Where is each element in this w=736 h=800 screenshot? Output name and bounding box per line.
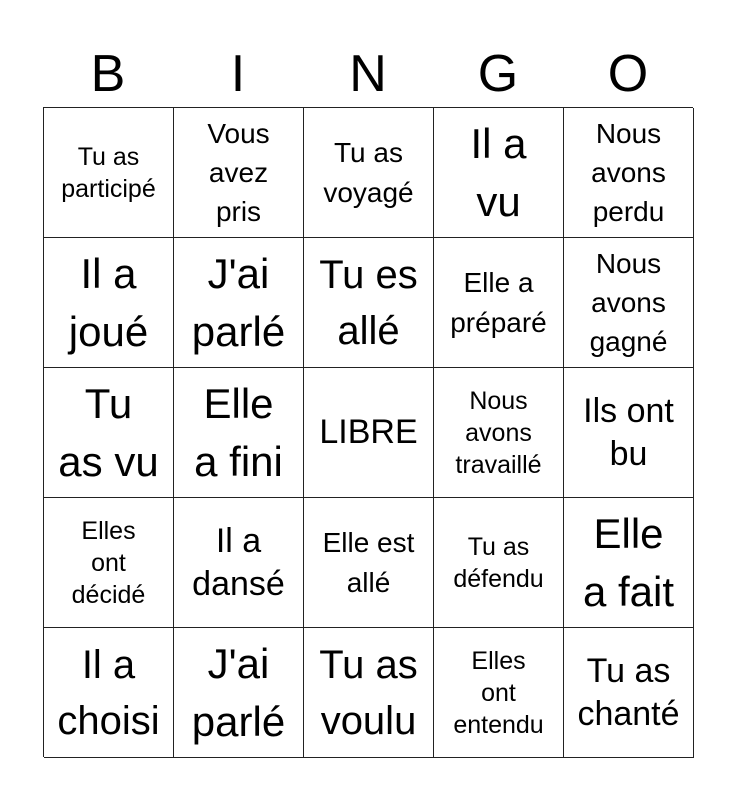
- cell-text: J'ai parlé: [191, 249, 286, 355]
- bingo-cell-r1-c1[interactable]: [44, 108, 174, 238]
- free-space-label: LIBRE: [319, 413, 418, 452]
- bingo-cell-r5-c3[interactable]: [304, 628, 434, 758]
- cell-text: Elle a préparé: [450, 267, 547, 338]
- cell-text: Il a dansé: [192, 522, 285, 603]
- bingo-cell-r5-c4[interactable]: [434, 628, 564, 758]
- bingo-cell-r1-c5[interactable]: [564, 108, 694, 238]
- bingo-cell-r5-c5[interactable]: [564, 628, 694, 758]
- bingo-cell-r4-c2[interactable]: [174, 498, 304, 628]
- cell-text: J'ai parlé: [191, 639, 286, 745]
- bingo-cell-r5-c2[interactable]: [174, 628, 304, 758]
- bingo-cell-r2-c3[interactable]: [304, 238, 434, 368]
- bingo-cell-r4-c1[interactable]: [44, 498, 174, 628]
- bingo-cell-r1-c4[interactable]: [434, 108, 564, 238]
- bingo-cell-r1-c2[interactable]: [174, 108, 304, 238]
- cell-text: Tu as chanté: [577, 652, 680, 733]
- bingo-cell-r2-c2[interactable]: [174, 238, 304, 368]
- cell-text: Tu as vu: [58, 379, 159, 485]
- cell-text: Vous avez pris: [207, 117, 270, 228]
- header-letter-n: N: [349, 45, 387, 103]
- header-letter-i: I: [230, 45, 246, 103]
- header-letter-o: O: [607, 45, 649, 103]
- bingo-cell-r4-c5[interactable]: [564, 498, 694, 628]
- bingo-board: [43, 107, 693, 757]
- cell-text: Tu es allé: [319, 252, 418, 353]
- cell-text: Elle est allé: [322, 527, 415, 598]
- bingo-cell-r5-c1[interactable]: [44, 628, 174, 758]
- cell-text: Tu as voulu: [319, 642, 418, 743]
- cell-text: Tu as voyagé: [323, 137, 414, 208]
- bingo-cell-r2-c5[interactable]: [564, 238, 694, 368]
- header-letter-g: G: [477, 45, 519, 103]
- cell-text: Nous avons perdu: [591, 117, 666, 228]
- cell-text: Tu as défendu: [453, 532, 544, 593]
- cell-text: Il a joué: [68, 249, 149, 355]
- cell-text: Elles ont entendu: [453, 646, 544, 739]
- bingo-cell-r3-c2[interactable]: [174, 368, 304, 498]
- cell-text: Ils ont bu: [583, 392, 674, 473]
- cell-text: Nous avons gagné: [589, 247, 668, 358]
- bingo-cell-free[interactable]: [304, 368, 434, 498]
- bingo-cell-r3-c4[interactable]: [434, 368, 564, 498]
- bingo-cell-r1-c3[interactable]: [304, 108, 434, 238]
- cell-text: Nous avons travaillé: [455, 386, 542, 479]
- cell-text: Tu as participé: [61, 142, 156, 203]
- cell-text: Il a choisi: [57, 642, 160, 743]
- bingo-cell-r4-c3[interactable]: [304, 498, 434, 628]
- header-letter-b: B: [90, 45, 126, 103]
- cell-text: Il a vu: [470, 119, 527, 225]
- bingo-cell-r4-c4[interactable]: [434, 498, 564, 628]
- bingo-cell-r3-c1[interactable]: [44, 368, 174, 498]
- cell-text: Elle a fini: [194, 379, 283, 485]
- cell-text: Elles ont décidé: [71, 516, 146, 609]
- bingo-cell-r2-c4[interactable]: [434, 238, 564, 368]
- cell-text: Elle a fait: [582, 509, 675, 615]
- bingo-cell-r2-c1[interactable]: [44, 238, 174, 368]
- bingo-cell-r3-c5[interactable]: [564, 368, 694, 498]
- bingo-header: [43, 42, 693, 106]
